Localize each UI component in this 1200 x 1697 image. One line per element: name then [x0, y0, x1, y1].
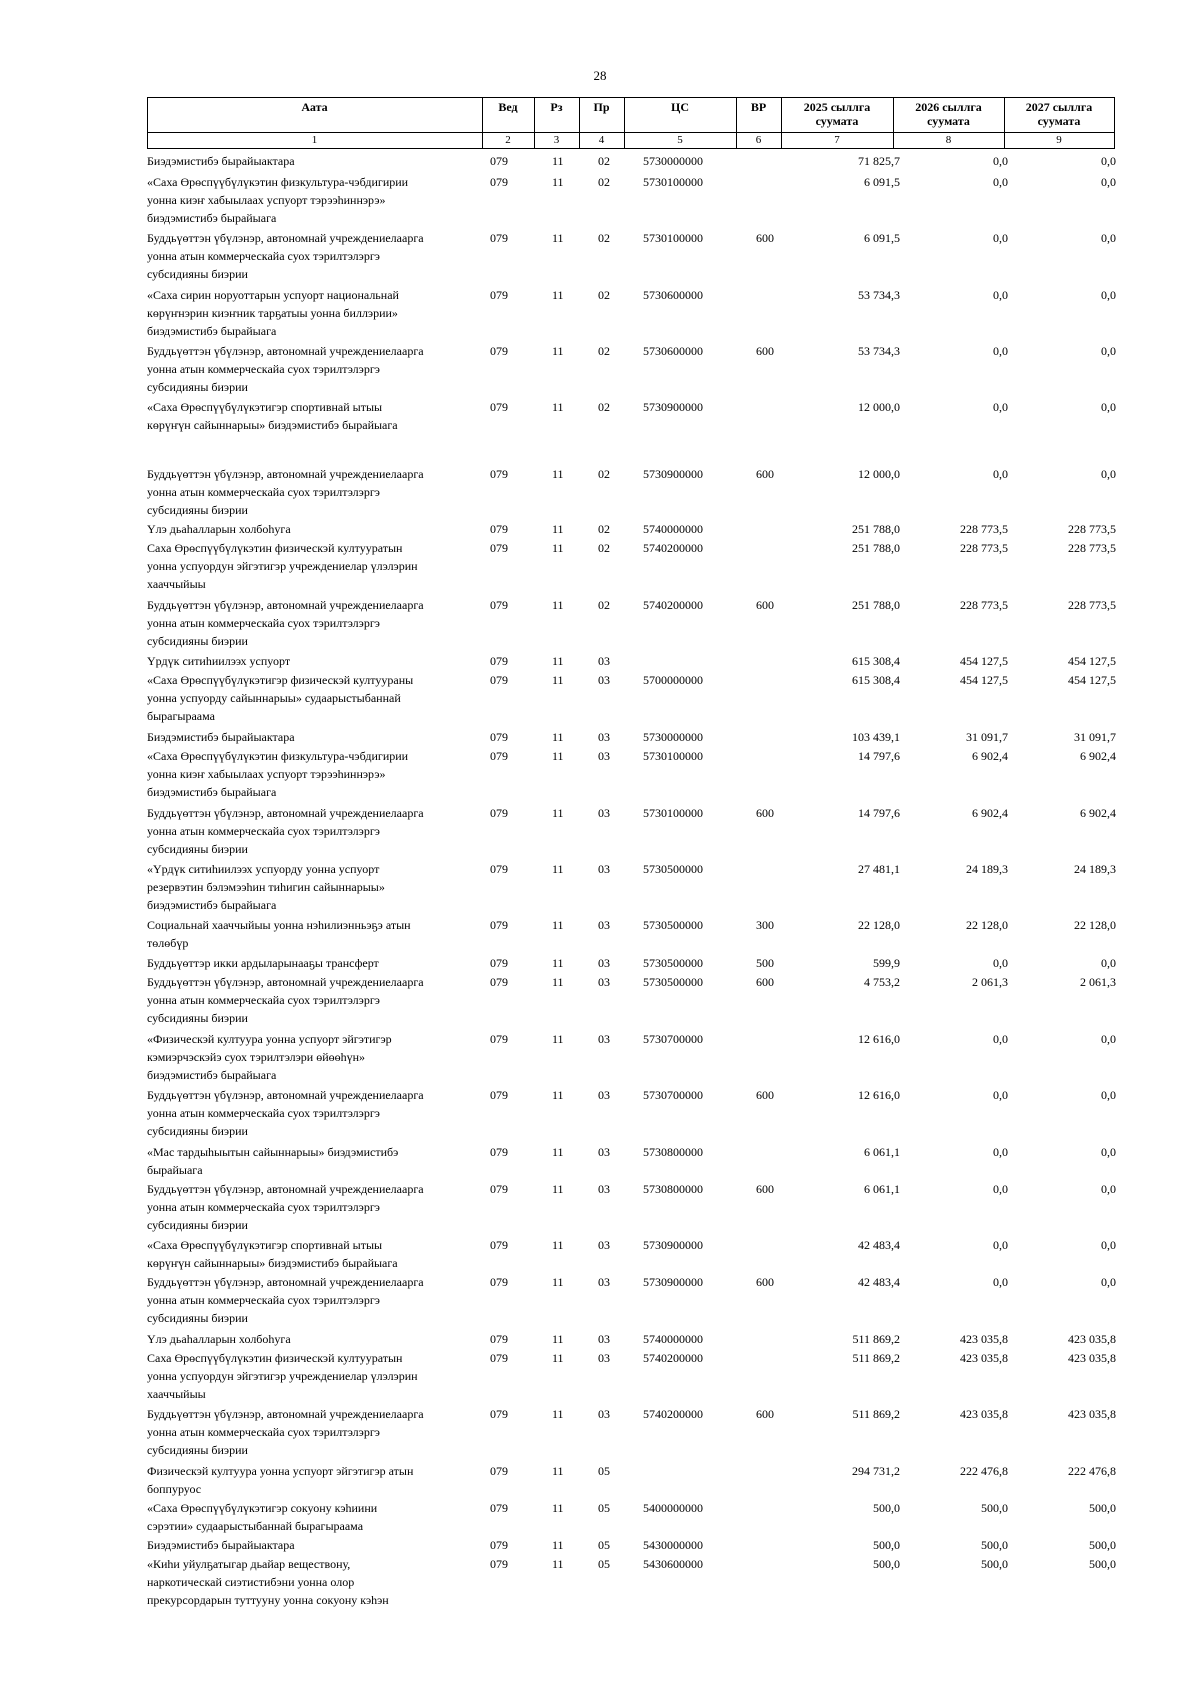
row-amount-2026: 454 127,5 [960, 654, 1008, 668]
row-amount-2027: 454 127,5 [1068, 654, 1116, 668]
row-amount-2027: 500,0 [1089, 1557, 1116, 1571]
row-rz: 11 [552, 154, 564, 168]
row-amount-2026: 228 773,5 [960, 541, 1008, 555]
row-name: «Физическэй култуура уонна успуорт эйгэтигэр кэмиэрчэскэйэ суох тэрилтэлэри өйөөһүн» биэдэмистибэ бырайыага [147, 1032, 392, 1082]
row-amount-2027: 24 189,3 [1074, 862, 1116, 876]
row-amount-2026: 6 902,4 [972, 749, 1008, 763]
row-amount-2025: 103 439,1 [852, 730, 900, 744]
row-amount-2027: 228 773,5 [1068, 598, 1116, 612]
row-amount-2027: 228 773,5 [1068, 541, 1116, 555]
row-amount-2025: 511 869,2 [852, 1332, 900, 1346]
row-ved: 079 [490, 1501, 508, 1515]
row-amount-2027: 0,0 [1101, 175, 1116, 189]
row-ved: 079 [490, 806, 508, 820]
row-vr: 600 [756, 231, 774, 245]
row-amount-2025: 500,0 [873, 1501, 900, 1515]
row-amount-2026: 423 035,8 [960, 1407, 1008, 1421]
row-amount-2027: 0,0 [1101, 1032, 1116, 1046]
row-cs: 5730000000 [643, 154, 703, 168]
row-ved: 079 [490, 654, 508, 668]
row-amount-2026: 222 476,8 [960, 1464, 1008, 1478]
row-amount-2027: 0,0 [1101, 400, 1116, 414]
row-amount-2026: 0,0 [993, 1032, 1008, 1046]
row-pr: 02 [598, 344, 610, 358]
row-name: Үрдүк ситиһиилээх успуорт [147, 654, 291, 668]
row-cs: 5730800000 [643, 1145, 703, 1159]
row-amount-2025: 42 483,4 [858, 1275, 900, 1289]
table-header [147, 97, 1115, 149]
row-ved: 079 [490, 1538, 508, 1552]
row-amount-2025: 511 869,2 [852, 1351, 900, 1365]
row-name: Буддьүөттэн үбүлэнэр, автономнай учреждениелаарга уонна атын коммерческайа суох тэрилтэлэргэ субсидияны биэрии [147, 344, 424, 394]
row-ved: 079 [490, 862, 508, 876]
row-amount-2027: 31 091,7 [1074, 730, 1116, 744]
row-amount-2026: 500,0 [981, 1557, 1008, 1571]
row-rz: 11 [552, 749, 564, 763]
row-name: «Саха Өрөспүүбүлүкэтин физкультура-чэбдигирии уонна киэҥ хабыылаах успуорт тэрээһиннэрэ» биэдэмистибэ бырайыага [147, 749, 409, 799]
row-cs: 5730800000 [643, 1182, 703, 1196]
row-amount-2027: 0,0 [1101, 1275, 1116, 1289]
row-vr: 300 [756, 918, 774, 932]
row-amount-2025: 615 308,4 [852, 654, 900, 668]
row-vr: 600 [756, 467, 774, 481]
row-pr: 02 [598, 288, 610, 302]
row-ved: 079 [490, 1032, 508, 1046]
row-name: Буддьүөттэр икки ардыларынааҕы трансферт [147, 956, 379, 970]
row-amount-2027: 0,0 [1101, 1182, 1116, 1196]
header-col-9: 2027 сыллга суумата [1025, 100, 1093, 128]
row-amount-2027: 22 128,0 [1074, 918, 1116, 932]
row-name: Буддьүөттэн үбүлэнэр, автономнай учреждениелаарга уонна атын коммерческайа суох тэрилтэлэргэ субсидияны биэрии [147, 1407, 424, 1457]
row-name: «Саха Өрөспүүбүлүкэтигэр сокуону кэһиини сэрэтии» судаарыстыбаннай бырагыраама [147, 1501, 378, 1533]
row-cs: 5730700000 [643, 1088, 703, 1102]
row-ved: 079 [490, 730, 508, 744]
row-amount-2025: 251 788,0 [852, 598, 900, 612]
row-name: «Саха Өрөспүүбүлүкэтин физкультура-чэбдигирии уонна киэҥ хабыылаах успуорт тэрээһиннэрэ» биэдэмистибэ бырайыага [147, 175, 409, 225]
row-ved: 079 [490, 1351, 508, 1365]
row-ved: 079 [490, 288, 508, 302]
row-ved: 079 [490, 918, 508, 932]
row-rz: 11 [552, 288, 564, 302]
row-amount-2025: 500,0 [873, 1557, 900, 1571]
row-vr: 600 [756, 598, 774, 612]
row-name: Буддьүөттэн үбүлэнэр, автономнай учреждениелаарга уонна атын коммерческайа суох тэрилтэлэргэ субсидияны биэрии [147, 598, 424, 648]
row-ved: 079 [490, 673, 508, 687]
row-amount-2027: 0,0 [1101, 1145, 1116, 1159]
row-ved: 079 [490, 541, 508, 555]
row-amount-2026: 0,0 [993, 400, 1008, 414]
row-cs: 5740200000 [643, 1407, 703, 1421]
row-name: Буддьүөттэн үбүлэнэр, автономнай учреждениелаарга уонна атын коммерческайа суох тэрилтэлэргэ субсидияны биэрии [147, 806, 424, 856]
row-amount-2025: 251 788,0 [852, 541, 900, 555]
row-rz: 11 [552, 1464, 564, 1478]
row-amount-2026: 6 902,4 [972, 806, 1008, 820]
row-amount-2025: 511 869,2 [852, 1407, 900, 1421]
row-pr: 03 [598, 975, 610, 989]
row-rz: 11 [552, 231, 564, 245]
row-name: Биэдэмистибэ бырайыактара [147, 1538, 295, 1552]
row-cs: 5730900000 [643, 1275, 703, 1289]
row-amount-2025: 599,9 [873, 956, 900, 970]
row-amount-2025: 615 308,4 [852, 673, 900, 687]
row-ved: 079 [490, 1275, 508, 1289]
row-rz: 11 [552, 1538, 564, 1552]
row-ved: 079 [490, 975, 508, 989]
row-pr: 05 [598, 1501, 610, 1515]
header-col-1: Аата [301, 100, 328, 114]
row-ved: 079 [490, 400, 508, 414]
row-cs: 5730900000 [643, 1238, 703, 1252]
row-amount-2025: 6 091,5 [864, 175, 900, 189]
row-cs: 5730500000 [643, 918, 703, 932]
row-ved: 079 [490, 231, 508, 245]
header-num-2: 2 [505, 134, 511, 146]
row-pr: 03 [598, 918, 610, 932]
row-amount-2025: 53 734,3 [858, 344, 900, 358]
row-pr: 05 [598, 1557, 610, 1571]
row-cs: 5730500000 [643, 975, 703, 989]
row-amount-2027: 0,0 [1101, 956, 1116, 970]
row-amount-2027: 454 127,5 [1068, 673, 1116, 687]
row-rz: 11 [552, 1145, 564, 1159]
row-cs: 5730600000 [643, 344, 703, 358]
row-amount-2027: 2 061,3 [1080, 975, 1116, 989]
row-amount-2026: 0,0 [993, 1275, 1008, 1289]
row-rz: 11 [552, 1332, 564, 1346]
row-amount-2026: 423 035,8 [960, 1332, 1008, 1346]
row-amount-2027: 0,0 [1101, 154, 1116, 168]
row-amount-2026: 22 128,0 [966, 918, 1008, 932]
row-amount-2026: 0,0 [993, 1182, 1008, 1196]
row-rz: 11 [552, 1182, 564, 1196]
row-amount-2027: 0,0 [1101, 1088, 1116, 1102]
page-number: 28 [593, 68, 607, 83]
row-rz: 11 [552, 956, 564, 970]
row-rz: 11 [552, 175, 564, 189]
row-amount-2026: 24 189,3 [966, 862, 1008, 876]
row-ved: 079 [490, 1238, 508, 1252]
row-amount-2027: 6 902,4 [1080, 749, 1116, 763]
row-pr: 03 [598, 1182, 610, 1196]
header-col-3: Рз [550, 100, 563, 114]
row-rz: 11 [552, 654, 564, 668]
header-col-6: ВР [750, 100, 767, 114]
row-vr: 600 [756, 975, 774, 989]
header-col-7: 2025 сыллга суумата [803, 100, 871, 128]
row-name: «Киһи уйулҕатыгар дьайар веществону, наркотическай сиэтистибэни уонна олор прекурсордарын туттууну уонна сокуону кэһэн [147, 1557, 389, 1607]
row-ved: 079 [490, 175, 508, 189]
row-ved: 079 [490, 154, 508, 168]
row-amount-2026: 0,0 [993, 1238, 1008, 1252]
row-amount-2025: 12 000,0 [858, 467, 900, 481]
row-amount-2026: 500,0 [981, 1501, 1008, 1515]
row-ved: 079 [490, 956, 508, 970]
row-amount-2027: 500,0 [1089, 1538, 1116, 1552]
row-rz: 11 [552, 673, 564, 687]
row-rz: 11 [552, 522, 564, 536]
row-ved: 079 [490, 1145, 508, 1159]
row-pr: 02 [598, 175, 610, 189]
row-name: Буддьүөттэн үбүлэнэр, автономнай учреждениелаарга уонна атын коммерческайа суох тэрилтэлэргэ субсидияны биэрии [147, 975, 424, 1025]
row-cs: 5730000000 [643, 730, 703, 744]
header-num-9: 9 [1056, 134, 1062, 146]
row-pr: 03 [598, 1238, 610, 1252]
row-amount-2026: 0,0 [993, 231, 1008, 245]
row-cs: 5730600000 [643, 288, 703, 302]
row-amount-2025: 294 731,2 [852, 1464, 900, 1478]
row-pr: 03 [598, 1088, 610, 1102]
row-amount-2027: 222 476,8 [1068, 1464, 1116, 1478]
row-pr: 03 [598, 1332, 610, 1346]
header-col-8: 2026 сыллга суумата [915, 100, 982, 128]
row-cs: 5730900000 [643, 467, 703, 481]
row-name: Буддьүөттэн үбүлэнэр, автономнай учреждениелаарга уонна атын коммерческайа суох тэрилтэлэргэ субсидияны биэрии [147, 231, 424, 281]
row-pr: 03 [598, 806, 610, 820]
row-amount-2025: 6 091,5 [864, 231, 900, 245]
row-cs: 5740200000 [643, 598, 703, 612]
row-pr: 02 [598, 598, 610, 612]
row-cs: 5740200000 [643, 1351, 703, 1365]
row-rz: 11 [552, 541, 564, 555]
header-col-4: Пр [593, 100, 610, 114]
row-amount-2026: 31 091,7 [966, 730, 1008, 744]
row-amount-2025: 71 825,7 [858, 154, 900, 168]
row-name: «Саха Өрөспүүбүлүкэтигэр физическэй култуураны уонна успуорду сайыннарыы» судаарыстыбаннай бырагыраама [147, 673, 414, 723]
row-pr: 02 [598, 467, 610, 481]
row-pr: 05 [598, 1464, 610, 1478]
row-vr: 600 [756, 1182, 774, 1196]
row-cs: 5740000000 [643, 1332, 703, 1346]
row-amount-2027: 500,0 [1089, 1501, 1116, 1515]
row-vr: 600 [756, 344, 774, 358]
row-amount-2026: 0,0 [993, 1088, 1008, 1102]
row-rz: 11 [552, 1088, 564, 1102]
row-ved: 079 [490, 598, 508, 612]
row-cs: 5730500000 [643, 956, 703, 970]
row-amount-2026: 423 035,8 [960, 1351, 1008, 1365]
row-rz: 11 [552, 1032, 564, 1046]
row-amount-2026: 2 061,3 [972, 975, 1008, 989]
row-amount-2026: 0,0 [993, 467, 1008, 481]
row-pr: 05 [598, 1538, 610, 1552]
row-rz: 11 [552, 1407, 564, 1421]
row-cs: 5730100000 [643, 749, 703, 763]
row-amount-2026: 0,0 [993, 175, 1008, 189]
row-pr: 02 [598, 541, 610, 555]
header-col-5: ЦС [671, 100, 689, 114]
row-amount-2025: 42 483,4 [858, 1238, 900, 1252]
header-num-5: 5 [677, 134, 683, 146]
header-num-6: 6 [755, 134, 762, 146]
row-ved: 079 [490, 1182, 508, 1196]
row-cs: 5730100000 [643, 231, 703, 245]
header-num-7: 7 [834, 134, 840, 146]
row-name: Биэдэмистибэ бырайыактара [147, 730, 295, 744]
row-rz: 11 [552, 918, 564, 932]
row-name: Буддьүөттэн үбүлэнэр, автономнай учреждениелаарга уонна атын коммерческайа суох тэрилтэлэргэ субсидияны биэрии [147, 467, 424, 517]
header-num-3: 3 [553, 134, 560, 146]
row-name: «Саха Өрөспүүбүлүкэтигэр спортивнай ытыы көрүҥүн сайыннарыы» биэдэмистибэ бырайыага [147, 400, 398, 432]
row-cs: 5430000000 [643, 1538, 703, 1552]
row-pr: 03 [598, 1407, 610, 1421]
row-pr: 03 [598, 1275, 610, 1289]
row-rz: 11 [552, 400, 564, 414]
row-cs: 5700000000 [643, 673, 703, 687]
row-cs: 5730700000 [643, 1032, 703, 1046]
row-ved: 079 [490, 1088, 508, 1102]
row-amount-2027: 423 035,8 [1068, 1407, 1116, 1421]
row-pr: 03 [598, 956, 610, 970]
row-rz: 11 [552, 344, 564, 358]
row-rz: 11 [552, 1275, 564, 1289]
row-name: Буддьүөттэн үбүлэнэр, автономнай учреждениелаарга уонна атын коммерческайа суох тэрилтэлэргэ субсидияны биэрии [147, 1182, 424, 1232]
header-col-2: Вед [498, 100, 518, 114]
row-amount-2027: 228 773,5 [1068, 522, 1116, 536]
row-rz: 11 [552, 1501, 564, 1515]
row-amount-2026: 0,0 [993, 288, 1008, 302]
row-rz: 11 [552, 975, 564, 989]
row-name: Социальнай хааччыйыы уонна нэһилиэнньэҕэ атын төлөбүр [147, 918, 411, 950]
row-amount-2026: 228 773,5 [960, 522, 1008, 536]
row-amount-2026: 0,0 [993, 1145, 1008, 1159]
row-name: Буддьүөттэн үбүлэнэр, автономнай учреждениелаарга уонна атын коммерческайа суох тэрилтэлэргэ субсидияны биэрии [147, 1088, 424, 1138]
row-name: Үлэ дьаһалларын холбоһуга [147, 522, 291, 536]
row-name: Буддьүөттэн үбүлэнэр, автономнай учреждениелаарга уонна атын коммерческайа суох тэрилтэлэргэ субсидияны биэрии [147, 1275, 424, 1325]
row-ved: 079 [490, 749, 508, 763]
row-ved: 079 [490, 467, 508, 481]
row-pr: 03 [598, 749, 610, 763]
row-pr: 02 [598, 154, 610, 168]
row-amount-2025: 12 616,0 [858, 1032, 900, 1046]
row-pr: 02 [598, 400, 610, 414]
row-amount-2026: 454 127,5 [960, 673, 1008, 687]
row-amount-2027: 6 902,4 [1080, 806, 1116, 820]
row-vr: 600 [756, 1088, 774, 1102]
row-amount-2025: 6 061,1 [864, 1145, 900, 1159]
row-name: «Саха сирин норуоттарын успуорт национальнай көрүҥнэрин киэҥник тарҕатыы уонна биллэрии» биэдэмистибэ бырайыага [147, 288, 399, 338]
row-amount-2025: 500,0 [873, 1538, 900, 1552]
row-vr: 600 [756, 1275, 774, 1289]
row-pr: 02 [598, 522, 610, 536]
row-vr: 600 [756, 1407, 774, 1421]
row-cs: 5730500000 [643, 862, 703, 876]
row-ved: 079 [490, 1557, 508, 1571]
row-rz: 11 [552, 806, 564, 820]
row-rz: 11 [552, 1557, 564, 1571]
row-rz: 11 [552, 862, 564, 876]
row-pr: 03 [598, 1351, 610, 1365]
row-rz: 11 [552, 1351, 564, 1365]
row-pr: 03 [598, 673, 610, 687]
row-cs: 5730100000 [643, 175, 703, 189]
row-cs: 5740200000 [643, 541, 703, 555]
row-amount-2026: 228 773,5 [960, 598, 1008, 612]
row-name: «Мас тардыһыытын сайыннарыы» биэдэмистибэ бырайыага [147, 1145, 399, 1177]
row-vr: 500 [756, 956, 774, 970]
row-amount-2025: 251 788,0 [852, 522, 900, 536]
row-amount-2027: 0,0 [1101, 1238, 1116, 1252]
row-cs: 5400000000 [643, 1501, 703, 1515]
row-pr: 03 [598, 730, 610, 744]
row-pr: 03 [598, 862, 610, 876]
header-num-4: 4 [598, 134, 605, 146]
row-amount-2025: 6 061,1 [864, 1182, 900, 1196]
row-pr: 03 [598, 1145, 610, 1159]
row-amount-2027: 423 035,8 [1068, 1332, 1116, 1346]
row-amount-2026: 0,0 [993, 344, 1008, 358]
row-ved: 079 [490, 1464, 508, 1478]
row-ved: 079 [490, 1332, 508, 1346]
row-vr: 600 [756, 806, 774, 820]
row-pr: 03 [598, 654, 610, 668]
row-rz: 11 [552, 730, 564, 744]
row-amount-2025: 27 481,1 [858, 862, 900, 876]
row-cs: 5740000000 [643, 522, 703, 536]
row-name: Саха Өрөспүүбүлүкэтин физическэй култууратын уонна успуордун эйгэтигэр учреждениелар үлэлэрин хааччыйыы [147, 1351, 418, 1401]
row-name: Биэдэмистибэ бырайыактара [147, 154, 295, 168]
row-amount-2027: 0,0 [1101, 344, 1116, 358]
row-amount-2027: 423 035,8 [1068, 1351, 1116, 1365]
row-amount-2025: 14 797,6 [858, 806, 900, 820]
row-ved: 079 [490, 522, 508, 536]
row-amount-2027: 0,0 [1101, 231, 1116, 245]
row-ved: 079 [490, 1407, 508, 1421]
row-amount-2025: 22 128,0 [858, 918, 900, 932]
row-rz: 11 [552, 467, 564, 481]
row-cs: 5730900000 [643, 400, 703, 414]
row-amount-2025: 53 734,3 [858, 288, 900, 302]
row-amount-2027: 0,0 [1101, 288, 1116, 302]
row-name: «Саха Өрөспүүбүлүкэтигэр спортивнай ытыы көрүҥүн сайыннарыы» биэдэмистибэ бырайыага [147, 1238, 398, 1270]
row-amount-2025: 4 753,2 [864, 975, 900, 989]
row-rz: 11 [552, 1238, 564, 1252]
row-amount-2026: 0,0 [993, 154, 1008, 168]
row-pr: 02 [598, 231, 610, 245]
header-num-8: 8 [945, 134, 952, 146]
header-num-1: 1 [311, 134, 318, 146]
row-cs: 5730100000 [643, 806, 703, 820]
row-name: «Үрдүк ситиһиилээх успуорду уонна успуорт резервэтин бэлэмээһин тиһигин сайыннарыы» биэдэмистибэ бырайыага [147, 862, 385, 912]
row-name: Саха Өрөспүүбүлүкэтин физическэй култууратын уонна успуордун эйгэтигэр учреждениелар үлэлэрин хааччыйыы [147, 541, 418, 591]
row-name: Үлэ дьаһалларын холбоһуга [147, 1332, 291, 1346]
row-amount-2025: 12 000,0 [858, 400, 900, 414]
row-amount-2025: 12 616,0 [858, 1088, 900, 1102]
row-amount-2025: 14 797,6 [858, 749, 900, 763]
row-name: Физическэй култуура уонна успуорт эйгэтигэр атын боппуруос [147, 1464, 414, 1496]
row-cs: 5430600000 [643, 1557, 703, 1571]
row-rz: 11 [552, 598, 564, 612]
row-amount-2026: 500,0 [981, 1538, 1008, 1552]
row-ved: 079 [490, 344, 508, 358]
row-pr: 03 [598, 1032, 610, 1046]
row-amount-2026: 0,0 [993, 956, 1008, 970]
row-amount-2027: 0,0 [1101, 467, 1116, 481]
